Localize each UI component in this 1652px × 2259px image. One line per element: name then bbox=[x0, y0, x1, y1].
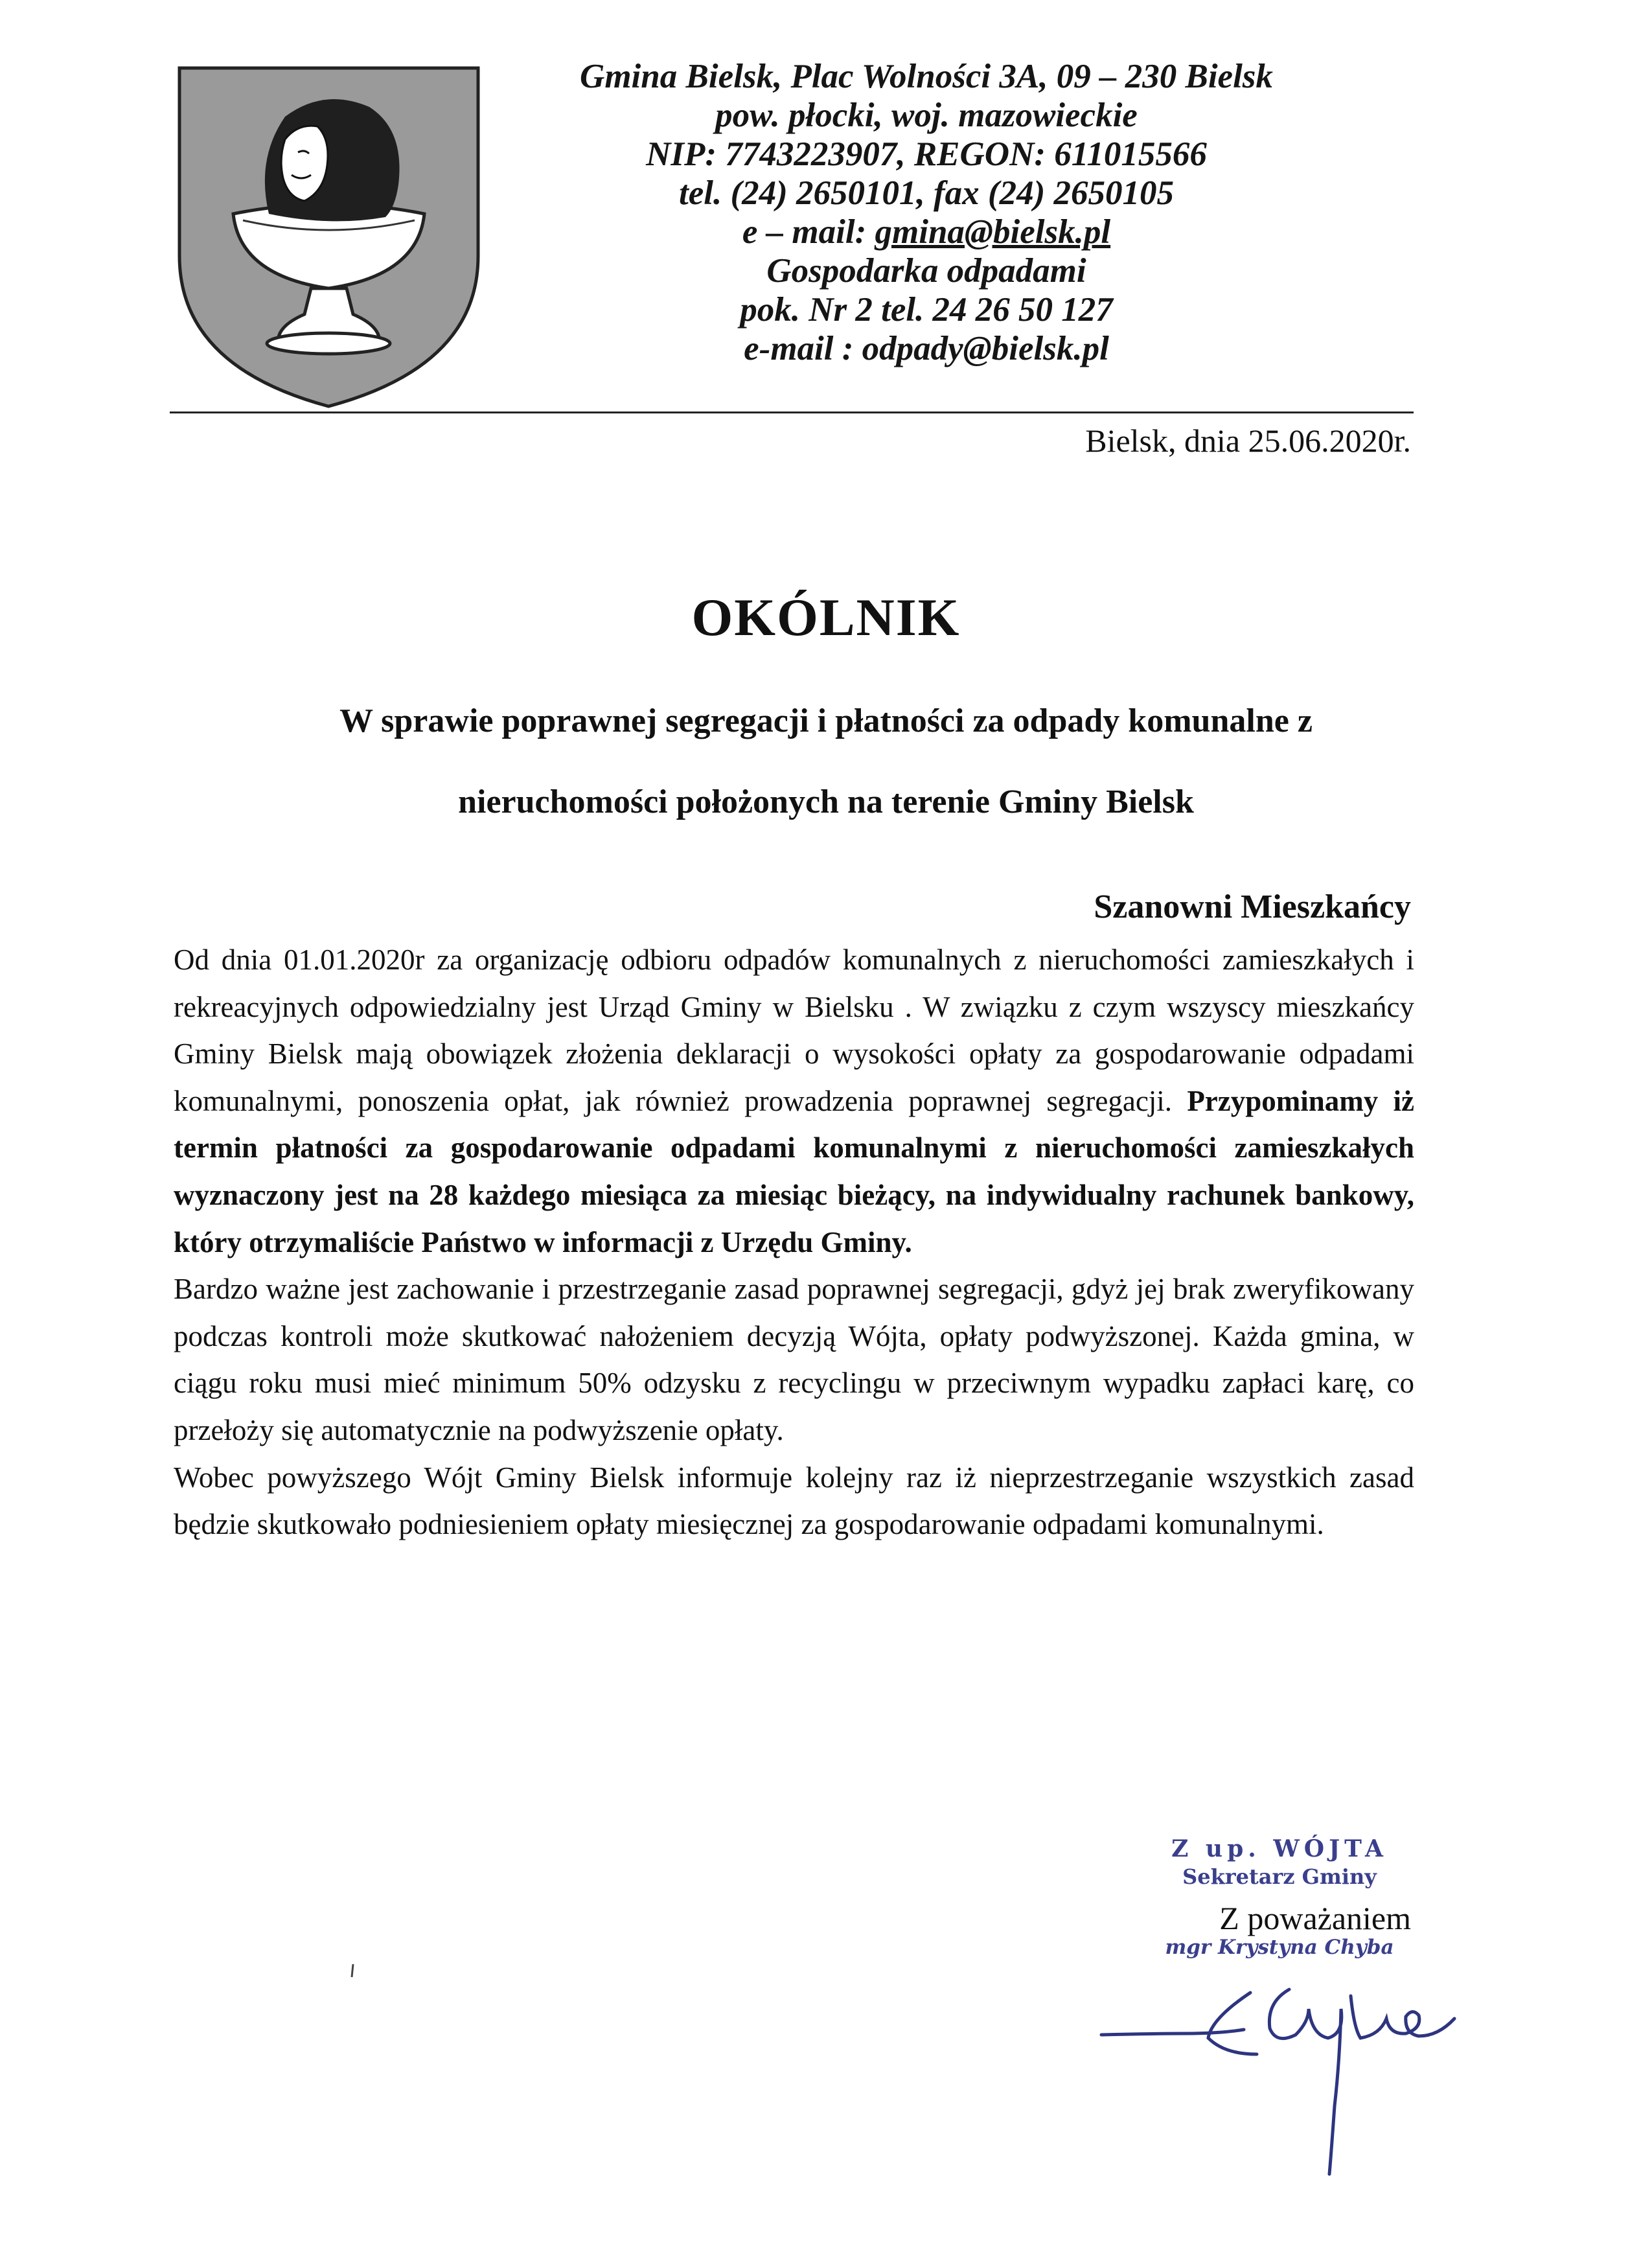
body-paragraph-2: Bardzo ważne jest zachowanie i przestrzeganie zasad poprawnej segregacji, gdyż jej brak zweryfikowany podczas kontroli może skutkować nałożeniem decyzją Wójta, opłaty podwyższonej. Każda gmina, w ciągu roku musi mieć minimum 50% odzysku z recyclingu w przeciwnym wypadku zapłaci karę, co przełoży się automatycznie na podwyższenie opłaty. bbox=[174, 1273, 1414, 1446]
body-paragraph-3: Wobec powyższego Wójt Gminy Bielsk informuje kolejny raz iż nieprzestrzeganie wszystkich zasad będzie skutkowało podniesieniem opłaty miesięcznej za gospodarowanie odpadami komunalnymi. bbox=[174, 1461, 1414, 1541]
subtitle-line-2: nieruchomości położonych na terenie Gminy Bielsk bbox=[458, 783, 1194, 820]
letterhead-room-phone: pok. Nr 2 tel. 24 26 50 127 bbox=[740, 291, 1113, 329]
stamp-signatory-name: mgr Krystyna Chyba bbox=[1165, 1936, 1394, 1959]
letterhead-department: Gospodarka odpadami bbox=[766, 252, 1086, 290]
letter-body bbox=[174, 936, 1414, 1548]
letterhead-county: pow. płocki, woj. mazowieckie bbox=[715, 97, 1138, 134]
header-divider bbox=[170, 411, 1414, 413]
letterhead bbox=[492, 57, 1360, 368]
stamp-line-1: Z up. WÓJTA bbox=[1171, 1835, 1388, 1862]
letterhead-address: Gmina Bielsk, Plac Wolności 3A, 09 – 230 Bielsk bbox=[580, 58, 1273, 95]
handwritten-signature-icon bbox=[1095, 1957, 1458, 2177]
document-date: Bielsk, dnia 25.06.2020r. bbox=[1085, 423, 1411, 459]
letterhead-email-line bbox=[492, 213, 1360, 251]
salutation: Szanowni Mieszkańcy bbox=[1094, 888, 1411, 925]
scan-speck-icon bbox=[350, 1964, 355, 1978]
payment-deadline-notice: Przypominamy iż termin płatności za gospodarowanie odpadami komunalnymi z nieruchomości zamieszkałych wyznaczony jest na 28 każdego miesiąca za miesiąc bieżący, na indywidualny rachunek bankowy, który otrzymaliście Państwo w informacji z Urzędu Gminy. bbox=[174, 1084, 1415, 1258]
official-stamp bbox=[1163, 1834, 1396, 1890]
letterhead-email-label: e – mail: bbox=[742, 213, 875, 251]
body-paragraph-1-text: Od dnia 01.01.2020r za organizację odbioru odpadów komunalnych z nieruchomości zamieszkałych i rekreacyjnych odpowiedzialny jest Urząd Gminy w Bielsku . W związku z czym wszyscy mieszkańcy Gminy Bielsk mają obowiązek złożenia deklaracji o wysokości opłaty za gospodarowanie odpadami komunalnymi, ponoszenia opłat, jak również prowadzenia poprawnej segregacji. bbox=[174, 944, 1414, 1117]
stamp-line-2: Sekretarz Gminy bbox=[1182, 1864, 1377, 1889]
letterhead-department-email[interactable]: e-mail : odpady@bielsk.pl bbox=[744, 330, 1109, 367]
document-title: OKÓLNIK bbox=[691, 588, 961, 647]
letterhead-email-link[interactable]: gmina@bielsk.pl bbox=[875, 213, 1111, 251]
subtitle-line-1: W sprawie poprawnej segregacji i płatności za odpady komunalne z bbox=[339, 702, 1313, 739]
document-subtitle bbox=[194, 680, 1458, 842]
body-paragraph-1 bbox=[174, 936, 1414, 1266]
letterhead-tax-ids: NIP: 7743223907, REGON: 611015566 bbox=[646, 135, 1207, 173]
closing-regards: Z poważaniem bbox=[1219, 1900, 1411, 1936]
letterhead-phone-fax: tel. (24) 2650101, fax (24) 2650105 bbox=[679, 174, 1174, 212]
coat-of-arms-icon bbox=[172, 62, 486, 411]
